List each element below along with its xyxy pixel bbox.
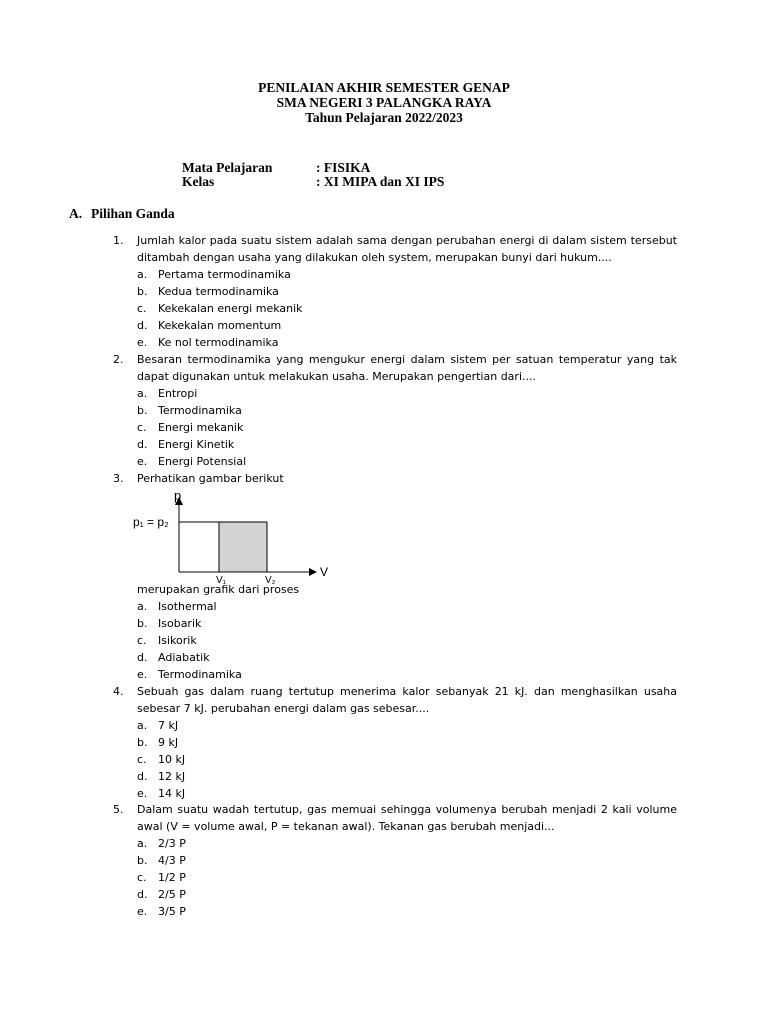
option-text: 3/5 P bbox=[158, 905, 186, 918]
option-text: 14 kJ bbox=[158, 787, 186, 800]
section-heading bbox=[69, 206, 175, 222]
option-text: 10 kJ bbox=[158, 753, 186, 766]
question-number: 1. bbox=[113, 234, 124, 247]
option-text: 2/5 P bbox=[158, 888, 186, 901]
question-text-line: Besaran termodinamika yang mengukur energi dalam sistem per satuan temperatur yang tak bbox=[137, 353, 677, 366]
section-title: Pilihan Ganda bbox=[91, 206, 175, 221]
option-text: Ke nol termodinamika bbox=[158, 336, 279, 349]
option-letter: d. bbox=[137, 888, 148, 901]
option-text: Isobarik bbox=[158, 617, 202, 630]
option-letter: a. bbox=[137, 719, 148, 732]
option-letter: e. bbox=[137, 787, 148, 800]
option-text: Termodinamika bbox=[158, 668, 242, 681]
option-text: 9 kJ bbox=[158, 736, 179, 749]
option-letter: c. bbox=[137, 871, 147, 884]
option-letter: a. bbox=[137, 600, 148, 613]
option-letter: e. bbox=[137, 455, 148, 468]
v1-label: V₁ bbox=[216, 575, 227, 586]
pressure-label: p₁ = p₂ bbox=[133, 515, 169, 529]
class-label: Kelas bbox=[182, 174, 215, 189]
header-title: PENILAIAN AKHIR SEMESTER GENAP bbox=[258, 80, 510, 95]
figure-caption: merupakan grafik dari proses bbox=[137, 583, 300, 596]
question-number: 3. bbox=[113, 472, 124, 485]
question-text-line: dapat digunakan untuk melakukan usaha. Merupakan pengertian dari.... bbox=[137, 370, 536, 383]
question-text-line: awal (V = volume awal, P = tekanan awal). Tekanan gas berubah menjadi... bbox=[137, 820, 555, 833]
option-letter: e. bbox=[137, 905, 148, 918]
option-text: 2/3 P bbox=[158, 837, 186, 850]
question-text-line: sebesar 7 kJ. perubahan energi dalam gas sebesar.... bbox=[137, 702, 430, 715]
option-letter: d. bbox=[137, 651, 148, 664]
subject-value: : FISIKA bbox=[316, 160, 371, 175]
option-letter: d. bbox=[137, 319, 148, 332]
option-text: Isikorik bbox=[158, 634, 197, 647]
option-letter: b. bbox=[137, 854, 148, 867]
subject-label: Mata Pelajaran bbox=[182, 160, 273, 175]
y-axis-label: p bbox=[174, 488, 182, 503]
option-text: Termodinamika bbox=[158, 404, 242, 417]
option-letter: c. bbox=[137, 421, 147, 434]
pv-graph bbox=[128, 486, 338, 586]
question-text-line: Perhatikan gambar berikut bbox=[137, 472, 284, 485]
option-text: Kekekalan momentum bbox=[158, 319, 282, 332]
option-text: Energi Kinetik bbox=[158, 438, 235, 451]
option-letter: d. bbox=[137, 438, 148, 451]
option-text: 12 kJ bbox=[158, 770, 186, 783]
x-axis-label: V bbox=[320, 565, 329, 579]
option-text: 1/2 P bbox=[158, 871, 186, 884]
option-letter: b. bbox=[137, 404, 148, 417]
option-text: Kekekalan energi mekanik bbox=[158, 302, 303, 315]
option-letter: b. bbox=[137, 285, 148, 298]
option-text: Adiabatik bbox=[158, 651, 210, 664]
option-letter: a. bbox=[137, 837, 148, 850]
question-number: 2. bbox=[113, 353, 124, 366]
option-letter: c. bbox=[137, 634, 147, 647]
option-letter: c. bbox=[137, 302, 147, 315]
option-text: 7 kJ bbox=[158, 719, 179, 732]
option-letter: c. bbox=[137, 753, 147, 766]
option-text: Entropi bbox=[158, 387, 198, 400]
option-letter: a. bbox=[137, 387, 148, 400]
option-letter: a. bbox=[137, 268, 148, 281]
option-text: Energi Potensial bbox=[158, 455, 247, 468]
option-text: Kedua termodinamika bbox=[158, 285, 279, 298]
question-number: 4. bbox=[113, 685, 124, 698]
section-letter: A. bbox=[69, 206, 83, 221]
header-school: SMA NEGERI 3 PALANGKA RAYA bbox=[276, 95, 492, 110]
exam-header bbox=[0, 80, 768, 125]
option-letter: b. bbox=[137, 617, 148, 630]
option-text: Isothermal bbox=[158, 600, 217, 613]
option-letter: b. bbox=[137, 736, 148, 749]
question-text-line: Sebuah gas dalam ruang tertutup menerima kalor sebanyak 21 kJ. dan menghasilkan usaha bbox=[137, 685, 677, 698]
option-text: 4/3 P bbox=[158, 854, 186, 867]
v2-label: V₂ bbox=[265, 575, 276, 586]
work-area-shading bbox=[219, 522, 267, 572]
question-text-line: Dalam suatu wadah tertutup, gas memuai sehingga volumenya berubah menjadi 2 kali volume bbox=[137, 803, 677, 816]
question-text-line: ditambah dengan usaha yang dilakukan oleh system, merupakan bunyi dari hukum.... bbox=[137, 251, 612, 264]
option-text: Energi mekanik bbox=[158, 421, 244, 434]
question-number: 5. bbox=[113, 803, 124, 816]
question-text-line: Jumlah kalor pada suatu sistem adalah sama dengan perubahan energi di dalam sistem tersebut bbox=[137, 234, 677, 247]
option-letter: d. bbox=[137, 770, 148, 783]
option-text: Pertama termodinamika bbox=[158, 268, 291, 281]
header-year: Tahun Pelajaran 2022/2023 bbox=[305, 110, 463, 125]
option-letter: e. bbox=[137, 336, 148, 349]
option-letter: e. bbox=[137, 668, 148, 681]
class-value: : XI MIPA dan XI IPS bbox=[316, 174, 445, 189]
